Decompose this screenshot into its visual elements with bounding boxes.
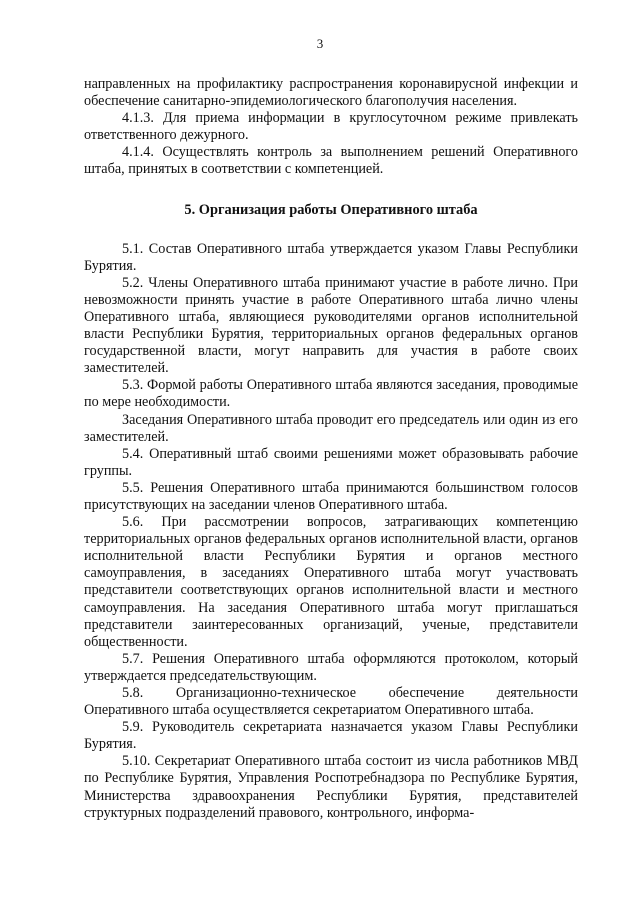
paragraph: Заседания Оперативного штаба проводит его председатель или один из его заместителей. <box>84 411 578 445</box>
section-4-continuation <box>84 76 578 179</box>
paragraph: 5.2. Члены Оперативного штаба принимают участие в работе лично. При невозможности принять участие в работе Оперативного штаба лично члены Оперативного штаба, являющиеся руководителями органов исполнительной власти Республики Бурятия, территориальных органов федеральных органов государственной власти, могут направить для участия в работе своих заместителей. <box>84 274 578 377</box>
paragraph: 5.7. Решения Оперативного штаба оформляются протоколом, который утверждается председательствующим. <box>84 650 578 684</box>
paragraph: 5.1. Состав Оперативного штаба утверждается указом Главы Республики Бурятия. <box>84 240 578 274</box>
paragraph: 5.6. При рассмотрении вопросов, затрагивающих компетенцию территориальных органов федеральных органов исполнительной власти, органов исполнительной власти Республики Бурятия и органов местного самоуправления, в заседаниях Оперативного штаба могут участвовать представители соответствующих органов исполнительной власти и местного самоуправления. На заседания Оперативного штаба могут приглашаться представители заинтересованных организаций, ученые, представители общественности. <box>84 514 578 650</box>
paragraph: 5.4. Оперативный штаб своими решениями может образовывать рабочие группы. <box>84 445 578 479</box>
section-5-body <box>84 241 578 822</box>
paragraph: 5.3. Формой работы Оперативного штаба являются заседания, проводимые по мере необходимости. <box>84 377 578 411</box>
section-heading: 5. Организация работы Оперативного штаба <box>184 201 478 218</box>
document-body <box>84 76 578 822</box>
paragraph: 5.10. Секретариат Оперативного штаба состоит из числа работников МВД по Республике Бурятия, Управления Роспотребнадзора по Республике Бурятия, Министерства здравоохранения Республики Бурятия, представителей структурных подразделений правового, контрольного, информа- <box>84 753 578 821</box>
paragraph: 5.5. Решения Оперативного штаба принимаются большинством голосов присутствующих на заседании членов Оперативного штаба. <box>84 479 578 513</box>
paragraph: направленных на профилактику распространения коронавирусной инфекции и обеспечение санитарно-эпидемиологического благополучия населения. <box>84 76 578 110</box>
page-number: 3 <box>316 36 324 51</box>
paragraph: 4.1.3. Для приема информации в круглосуточном режиме привлекать ответственного дежурного. <box>84 110 578 144</box>
paragraph: 5.8. Организационно-техническое обеспечение деятельности Оперативного штаба осуществляется секретариатом Оперативного штаба. <box>84 685 578 719</box>
paragraph: 5.9. Руководитель секретариата назначается указом Главы Республики Бурятия. <box>84 719 578 753</box>
paragraph: 4.1.4. Осуществлять контроль за выполнением решений Оперативного штаба, принятых в соответствии с компетенцией. <box>84 144 578 178</box>
